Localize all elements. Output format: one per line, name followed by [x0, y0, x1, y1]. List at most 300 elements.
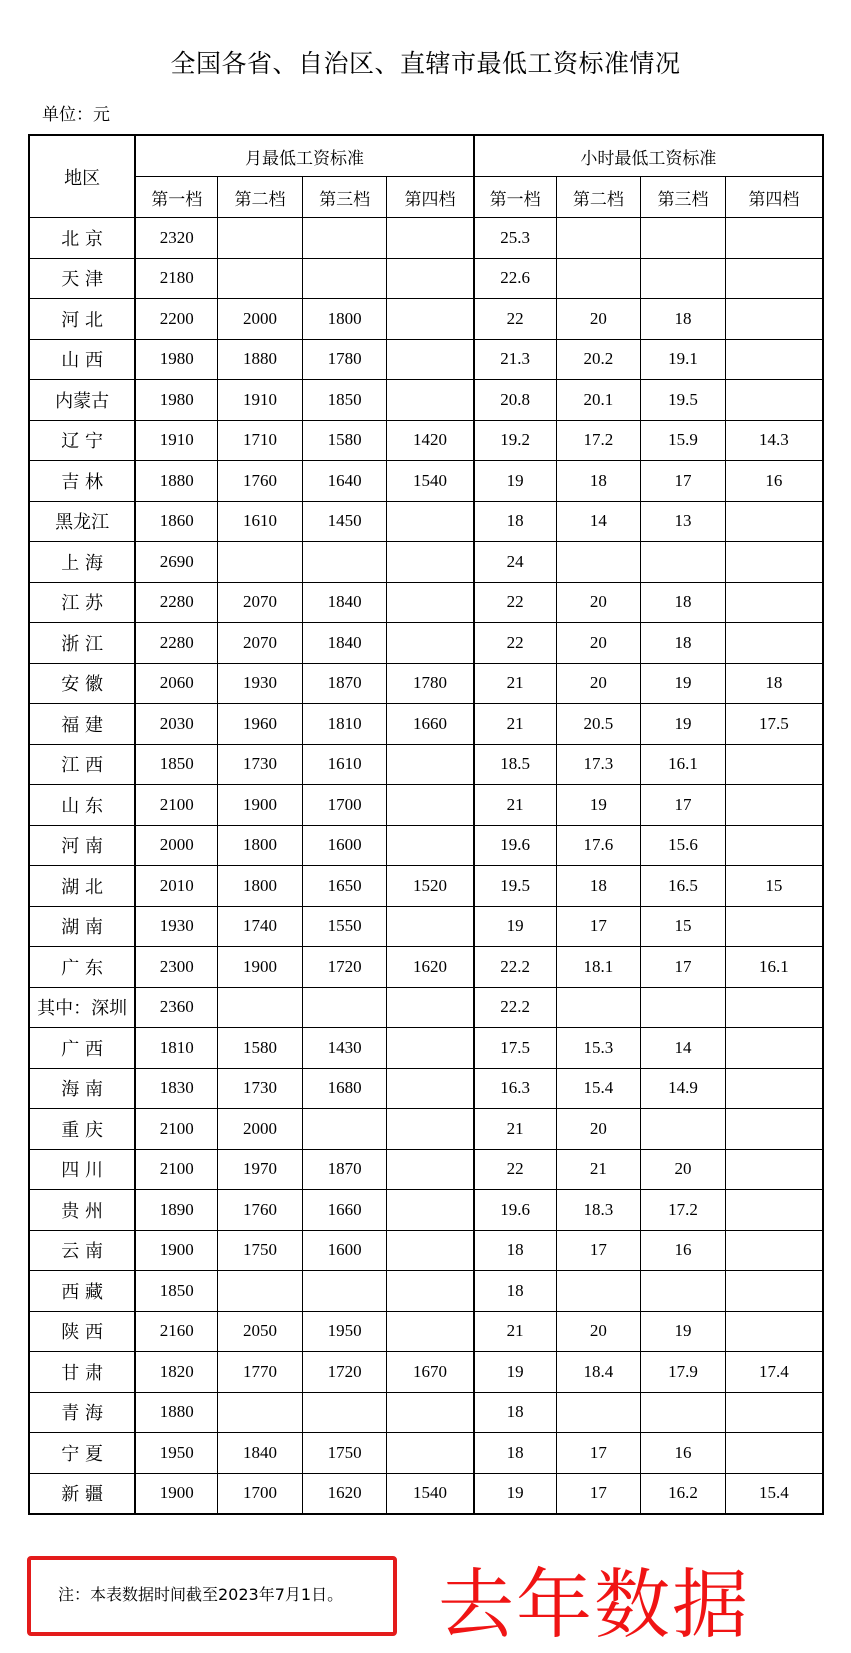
hourly-tier-3-cell: 15.6	[641, 825, 726, 866]
min-wage-table	[28, 134, 824, 1515]
hourly-tier-3-cell	[641, 1271, 726, 1312]
hourly-tier-2-cell	[556, 1392, 641, 1433]
hourly-tier-4-cell	[725, 1190, 823, 1231]
monthly-tier-4-cell	[387, 1392, 474, 1433]
monthly-tier-1-cell: 1900	[135, 1473, 217, 1514]
hourly-tier-1-cell: 20.8	[474, 380, 556, 421]
table-row	[29, 663, 823, 704]
table-row	[29, 866, 823, 907]
monthly-tier-3-cell: 1450	[302, 501, 387, 542]
region-cell: 其中：深圳	[29, 987, 135, 1028]
hourly-tier-2-cell: 20	[556, 582, 641, 623]
monthly-tier-1-cell: 2160	[135, 1311, 217, 1352]
monthly-tier-4-cell	[387, 1149, 474, 1190]
table-row	[29, 258, 823, 299]
hourly-tier-2-cell: 18.4	[556, 1352, 641, 1393]
region-cell: 浙 江	[29, 623, 135, 664]
region-cell: 山 东	[29, 785, 135, 826]
hourly-tier-1-cell: 21.3	[474, 339, 556, 380]
region-cell: 甘 肃	[29, 1352, 135, 1393]
hourly-header: 小时最低工资标准	[474, 135, 823, 177]
hourly-tier-1-cell: 22	[474, 1149, 556, 1190]
region-cell: 广 东	[29, 947, 135, 988]
hourly-tier-1-cell: 18	[474, 1271, 556, 1312]
hourly-tier-2-cell: 17.3	[556, 744, 641, 785]
hourly-tier-1-cell: 22.6	[474, 258, 556, 299]
region-cell: 海 南	[29, 1068, 135, 1109]
monthly-tier-3-cell: 1720	[302, 1352, 387, 1393]
monthly-tier-4-cell: 1520	[387, 866, 474, 907]
monthly-tier-1-cell: 1850	[135, 1271, 217, 1312]
hourly-tier-1-header: 第一档	[474, 177, 556, 218]
hourly-tier-2-cell: 18	[556, 461, 641, 502]
table-row	[29, 1068, 823, 1109]
hourly-tier-2-cell	[556, 987, 641, 1028]
monthly-tier-2-cell: 1900	[218, 785, 303, 826]
hourly-tier-4-cell	[725, 1068, 823, 1109]
monthly-tier-1-cell: 2200	[135, 299, 217, 340]
hourly-tier-1-cell: 19	[474, 906, 556, 947]
hourly-tier-1-cell: 18	[474, 1230, 556, 1271]
hourly-tier-1-cell: 22.2	[474, 987, 556, 1028]
hourly-tier-2-cell: 20.5	[556, 704, 641, 745]
monthly-tier-4-cell	[387, 258, 474, 299]
monthly-tier-4-cell	[387, 1190, 474, 1231]
monthly-tier-2-cell: 1770	[218, 1352, 303, 1393]
footnote: 注：本表数据时间截至2023年7月1日。	[58, 1585, 344, 1604]
monthly-tier-4-cell	[387, 744, 474, 785]
hourly-tier-1-cell: 19.5	[474, 866, 556, 907]
monthly-tier-1-cell: 2100	[135, 785, 217, 826]
table-row	[29, 501, 823, 542]
hourly-tier-2-cell: 18.1	[556, 947, 641, 988]
monthly-tier-2-cell: 1760	[218, 461, 303, 502]
monthly-tier-1-cell: 2280	[135, 582, 217, 623]
monthly-tier-2-cell: 2050	[218, 1311, 303, 1352]
hourly-tier-4-cell	[725, 299, 823, 340]
table-row	[29, 1149, 823, 1190]
region-cell: 陕 西	[29, 1311, 135, 1352]
monthly-tier-4-cell: 1540	[387, 461, 474, 502]
hourly-tier-3-cell: 19	[641, 663, 726, 704]
hourly-tier-4-cell	[725, 1109, 823, 1150]
monthly-tier-3-cell: 1870	[302, 663, 387, 704]
hourly-tier-2-cell	[556, 1271, 641, 1312]
monthly-tier-4-cell: 1540	[387, 1473, 474, 1514]
monthly-tier-3-cell: 1600	[302, 825, 387, 866]
hourly-tier-2-cell: 15.4	[556, 1068, 641, 1109]
region-cell: 江 西	[29, 744, 135, 785]
monthly-tier-4-cell	[387, 380, 474, 421]
table-body	[29, 218, 823, 1515]
hourly-tier-1-cell: 21	[474, 1109, 556, 1150]
monthly-tier-3-cell: 1680	[302, 1068, 387, 1109]
hourly-tier-2-cell: 17.6	[556, 825, 641, 866]
monthly-tier-4-cell	[387, 1028, 474, 1069]
monthly-tier-3-cell: 1850	[302, 380, 387, 421]
monthly-tier-1-cell: 2280	[135, 623, 217, 664]
monthly-tier-2-cell: 1750	[218, 1230, 303, 1271]
monthly-tier-2-cell: 1910	[218, 380, 303, 421]
hourly-tier-1-cell: 16.3	[474, 1068, 556, 1109]
monthly-tier-2-cell: 1800	[218, 866, 303, 907]
hourly-tier-3-cell: 18	[641, 623, 726, 664]
region-cell: 福 建	[29, 704, 135, 745]
hourly-tier-3-cell: 19	[641, 1311, 726, 1352]
monthly-tier-1-cell: 1860	[135, 501, 217, 542]
hourly-tier-4-cell	[725, 339, 823, 380]
monthly-tier-3-cell: 1870	[302, 1149, 387, 1190]
hourly-tier-4-cell	[725, 785, 823, 826]
hourly-tier-2-header: 第二档	[556, 177, 641, 218]
table-row	[29, 380, 823, 421]
monthly-tier-2-cell: 1710	[218, 420, 303, 461]
hourly-tier-3-cell: 19.1	[641, 339, 726, 380]
hourly-tier-4-cell	[725, 906, 823, 947]
region-cell: 内蒙古	[29, 380, 135, 421]
hourly-tier-1-cell: 25.3	[474, 218, 556, 259]
monthly-tier-2-cell: 1760	[218, 1190, 303, 1231]
monthly-tier-1-cell: 1950	[135, 1433, 217, 1474]
monthly-tier-4-cell	[387, 1109, 474, 1150]
monthly-tier-2-cell: 2070	[218, 623, 303, 664]
monthly-tier-1-cell: 2000	[135, 825, 217, 866]
hourly-tier-3-cell: 17.2	[641, 1190, 726, 1231]
monthly-tier-1-cell: 1890	[135, 1190, 217, 1231]
region-cell: 广 西	[29, 1028, 135, 1069]
monthly-tier-2-cell	[218, 987, 303, 1028]
monthly-tier-4-cell	[387, 1433, 474, 1474]
hourly-tier-1-cell: 18	[474, 1433, 556, 1474]
monthly-tier-2-header: 第二档	[218, 177, 303, 218]
hourly-tier-1-cell: 22	[474, 582, 556, 623]
hourly-tier-3-cell: 18	[641, 299, 726, 340]
hourly-tier-1-cell: 24	[474, 542, 556, 583]
hourly-tier-2-cell	[556, 218, 641, 259]
region-cell: 黑龙江	[29, 501, 135, 542]
hourly-tier-1-cell: 18	[474, 1392, 556, 1433]
monthly-tier-2-cell	[218, 1392, 303, 1433]
monthly-tier-2-cell: 2070	[218, 582, 303, 623]
hourly-tier-4-cell	[725, 1149, 823, 1190]
monthly-tier-4-cell: 1420	[387, 420, 474, 461]
region-cell: 辽 宁	[29, 420, 135, 461]
hourly-tier-3-cell	[641, 1392, 726, 1433]
table-row	[29, 1109, 823, 1150]
hourly-tier-1-cell: 22	[474, 299, 556, 340]
hourly-tier-3-cell: 15	[641, 906, 726, 947]
monthly-tier-4-cell	[387, 582, 474, 623]
hourly-tier-4-cell	[725, 501, 823, 542]
monthly-tier-1-cell: 2320	[135, 218, 217, 259]
monthly-tier-4-cell	[387, 1311, 474, 1352]
hourly-tier-4-cell	[725, 1433, 823, 1474]
monthly-tier-1-cell: 2300	[135, 947, 217, 988]
hourly-tier-3-cell: 16	[641, 1433, 726, 1474]
region-cell: 云 南	[29, 1230, 135, 1271]
monthly-tier-3-cell	[302, 218, 387, 259]
monthly-tier-2-cell: 1610	[218, 501, 303, 542]
monthly-tier-2-cell: 2000	[218, 299, 303, 340]
table-row	[29, 339, 823, 380]
monthly-tier-3-cell: 1650	[302, 866, 387, 907]
hourly-tier-2-cell: 20	[556, 1311, 641, 1352]
monthly-tier-1-cell: 2180	[135, 258, 217, 299]
table-row	[29, 987, 823, 1028]
table-row	[29, 906, 823, 947]
hourly-tier-2-cell: 20	[556, 299, 641, 340]
hourly-tier-4-cell: 15.4	[725, 1473, 823, 1514]
hourly-tier-4-cell	[725, 744, 823, 785]
monthly-tier-2-cell: 1730	[218, 1068, 303, 1109]
monthly-tier-1-cell: 1810	[135, 1028, 217, 1069]
hourly-tier-4-cell	[725, 825, 823, 866]
last-year-data-annotation: 去年数据	[438, 1560, 750, 1649]
hourly-tier-1-cell: 22	[474, 623, 556, 664]
hourly-tier-1-cell: 19.2	[474, 420, 556, 461]
monthly-tier-3-cell	[302, 1271, 387, 1312]
table-row	[29, 420, 823, 461]
monthly-tier-1-cell: 2060	[135, 663, 217, 704]
region-cell: 河 北	[29, 299, 135, 340]
hourly-tier-4-cell	[725, 623, 823, 664]
monthly-tier-1-cell: 1880	[135, 1392, 217, 1433]
monthly-tier-1-cell: 1930	[135, 906, 217, 947]
monthly-tier-1-cell: 1880	[135, 461, 217, 502]
monthly-tier-1-header: 第一档	[135, 177, 217, 218]
region-cell: 四 川	[29, 1149, 135, 1190]
hourly-tier-3-cell: 18	[641, 582, 726, 623]
monthly-tier-4-cell	[387, 825, 474, 866]
hourly-tier-4-cell: 15	[725, 866, 823, 907]
hourly-tier-4-cell	[725, 1311, 823, 1352]
monthly-tier-4-cell	[387, 785, 474, 826]
region-cell: 天 津	[29, 258, 135, 299]
hourly-tier-2-cell	[556, 542, 641, 583]
monthly-header: 月最低工资标准	[135, 135, 473, 177]
region-cell: 上 海	[29, 542, 135, 583]
hourly-tier-3-cell: 13	[641, 501, 726, 542]
hourly-tier-2-cell: 20	[556, 623, 641, 664]
hourly-tier-1-cell: 17.5	[474, 1028, 556, 1069]
hourly-tier-1-cell: 22.2	[474, 947, 556, 988]
hourly-tier-3-cell: 19.5	[641, 380, 726, 421]
monthly-tier-3-cell: 1720	[302, 947, 387, 988]
region-cell: 西 藏	[29, 1271, 135, 1312]
hourly-tier-2-cell: 17	[556, 906, 641, 947]
hourly-tier-4-cell: 16	[725, 461, 823, 502]
monthly-tier-4-cell	[387, 906, 474, 947]
hourly-tier-1-cell: 19.6	[474, 825, 556, 866]
table-row	[29, 947, 823, 988]
region-header: 地区	[29, 135, 135, 218]
monthly-tier-3-cell	[302, 542, 387, 583]
table-row	[29, 1271, 823, 1312]
monthly-tier-4-cell	[387, 299, 474, 340]
table-row	[29, 1230, 823, 1271]
hourly-tier-1-cell: 19.6	[474, 1190, 556, 1231]
hourly-tier-2-cell: 21	[556, 1149, 641, 1190]
monthly-tier-3-cell: 1600	[302, 1230, 387, 1271]
monthly-tier-3-cell: 1430	[302, 1028, 387, 1069]
hourly-tier-2-cell: 20	[556, 663, 641, 704]
hourly-tier-4-cell	[725, 987, 823, 1028]
page-title: 全国各省、自治区、直辖市最低工资标准情况	[170, 49, 681, 78]
monthly-tier-2-cell: 1740	[218, 906, 303, 947]
hourly-tier-3-cell: 16.1	[641, 744, 726, 785]
monthly-tier-3-cell: 1780	[302, 339, 387, 380]
monthly-tier-4-cell: 1780	[387, 663, 474, 704]
hourly-tier-2-cell: 14	[556, 501, 641, 542]
region-cell: 重 庆	[29, 1109, 135, 1150]
monthly-tier-2-cell	[218, 542, 303, 583]
monthly-tier-3-cell	[302, 1109, 387, 1150]
hourly-tier-4-cell: 14.3	[725, 420, 823, 461]
monthly-tier-3-cell	[302, 258, 387, 299]
hourly-tier-1-cell: 18	[474, 501, 556, 542]
hourly-tier-1-cell: 21	[474, 785, 556, 826]
hourly-tier-3-cell: 14	[641, 1028, 726, 1069]
hourly-tier-1-cell: 21	[474, 704, 556, 745]
monthly-tier-4-cell	[387, 1230, 474, 1271]
monthly-tier-4-header: 第四档	[387, 177, 474, 218]
hourly-tier-3-cell	[641, 1109, 726, 1150]
monthly-tier-3-header: 第三档	[302, 177, 387, 218]
region-cell: 宁 夏	[29, 1433, 135, 1474]
monthly-tier-3-cell: 1620	[302, 1473, 387, 1514]
region-cell: 吉 林	[29, 461, 135, 502]
monthly-tier-3-cell: 1800	[302, 299, 387, 340]
table-row	[29, 1433, 823, 1474]
hourly-tier-4-cell: 16.1	[725, 947, 823, 988]
hourly-tier-2-cell: 18	[556, 866, 641, 907]
monthly-tier-1-cell: 2690	[135, 542, 217, 583]
hourly-tier-3-cell: 15.9	[641, 420, 726, 461]
hourly-tier-1-cell: 21	[474, 1311, 556, 1352]
region-cell: 湖 北	[29, 866, 135, 907]
hourly-tier-1-cell: 21	[474, 663, 556, 704]
hourly-tier-3-cell: 17	[641, 947, 726, 988]
hourly-tier-4-cell	[725, 1230, 823, 1271]
region-cell: 北 京	[29, 218, 135, 259]
hourly-tier-3-cell: 17	[641, 461, 726, 502]
table-row	[29, 1028, 823, 1069]
table-row	[29, 704, 823, 745]
hourly-tier-3-header: 第三档	[641, 177, 726, 218]
monthly-tier-2-cell: 1580	[218, 1028, 303, 1069]
hourly-tier-2-cell: 17.2	[556, 420, 641, 461]
monthly-tier-3-cell: 1640	[302, 461, 387, 502]
hourly-tier-4-cell	[725, 582, 823, 623]
hourly-tier-2-cell: 17	[556, 1433, 641, 1474]
monthly-tier-3-cell: 1700	[302, 785, 387, 826]
monthly-tier-2-cell	[218, 1271, 303, 1312]
table-row	[29, 1190, 823, 1231]
monthly-tier-4-cell: 1660	[387, 704, 474, 745]
hourly-tier-2-cell: 17	[556, 1473, 641, 1514]
monthly-tier-2-cell: 1840	[218, 1433, 303, 1474]
monthly-tier-3-cell: 1610	[302, 744, 387, 785]
monthly-tier-1-cell: 2100	[135, 1109, 217, 1150]
monthly-tier-4-cell	[387, 1271, 474, 1312]
monthly-tier-2-cell: 1930	[218, 663, 303, 704]
hourly-tier-3-cell: 14.9	[641, 1068, 726, 1109]
monthly-tier-1-cell: 2360	[135, 987, 217, 1028]
monthly-tier-1-cell: 1900	[135, 1230, 217, 1271]
monthly-tier-2-cell	[218, 218, 303, 259]
region-cell: 贵 州	[29, 1190, 135, 1231]
hourly-tier-3-cell: 16.5	[641, 866, 726, 907]
monthly-tier-3-cell: 1810	[302, 704, 387, 745]
monthly-tier-2-cell: 1970	[218, 1149, 303, 1190]
monthly-tier-1-cell: 1980	[135, 380, 217, 421]
monthly-tier-4-cell	[387, 501, 474, 542]
hourly-tier-2-cell: 19	[556, 785, 641, 826]
monthly-tier-3-cell	[302, 987, 387, 1028]
hourly-tier-2-cell	[556, 258, 641, 299]
monthly-tier-1-cell: 2030	[135, 704, 217, 745]
monthly-tier-4-cell: 1620	[387, 947, 474, 988]
monthly-tier-2-cell: 1900	[218, 947, 303, 988]
table-row	[29, 1392, 823, 1433]
monthly-tier-4-cell	[387, 623, 474, 664]
monthly-tier-2-cell: 1700	[218, 1473, 303, 1514]
hourly-tier-2-cell: 15.3	[556, 1028, 641, 1069]
unit-label: 单位：元	[42, 105, 110, 125]
monthly-tier-2-cell: 1880	[218, 339, 303, 380]
hourly-tier-2-cell: 18.3	[556, 1190, 641, 1231]
monthly-tier-4-cell	[387, 1068, 474, 1109]
hourly-tier-2-cell: 17	[556, 1230, 641, 1271]
table-row	[29, 1473, 823, 1514]
hourly-tier-4-cell	[725, 1271, 823, 1312]
monthly-tier-4-cell: 1670	[387, 1352, 474, 1393]
region-cell: 安 徽	[29, 663, 135, 704]
hourly-tier-3-cell: 19	[641, 704, 726, 745]
monthly-tier-2-cell: 1800	[218, 825, 303, 866]
table-row	[29, 299, 823, 340]
hourly-tier-4-cell	[725, 542, 823, 583]
table-row	[29, 785, 823, 826]
table-row	[29, 623, 823, 664]
hourly-tier-3-cell	[641, 542, 726, 583]
monthly-tier-3-cell: 1550	[302, 906, 387, 947]
monthly-tier-1-cell: 1830	[135, 1068, 217, 1109]
hourly-tier-3-cell	[641, 258, 726, 299]
table-row	[29, 1311, 823, 1352]
monthly-tier-4-cell	[387, 542, 474, 583]
hourly-tier-1-cell: 19	[474, 461, 556, 502]
hourly-tier-2-cell: 20.2	[556, 339, 641, 380]
hourly-tier-4-cell	[725, 218, 823, 259]
region-cell: 青 海	[29, 1392, 135, 1433]
region-cell: 湖 南	[29, 906, 135, 947]
table-row	[29, 461, 823, 502]
region-cell: 山 西	[29, 339, 135, 380]
monthly-tier-2-cell: 2000	[218, 1109, 303, 1150]
monthly-tier-4-cell	[387, 339, 474, 380]
monthly-tier-1-cell: 1980	[135, 339, 217, 380]
table-row	[29, 1352, 823, 1393]
hourly-tier-3-cell: 17.9	[641, 1352, 726, 1393]
hourly-tier-2-cell: 20	[556, 1109, 641, 1150]
monthly-tier-3-cell: 1840	[302, 623, 387, 664]
monthly-tier-1-cell: 1910	[135, 420, 217, 461]
monthly-tier-3-cell: 1580	[302, 420, 387, 461]
table-row	[29, 582, 823, 623]
monthly-tier-4-cell	[387, 987, 474, 1028]
hourly-tier-1-cell: 18.5	[474, 744, 556, 785]
